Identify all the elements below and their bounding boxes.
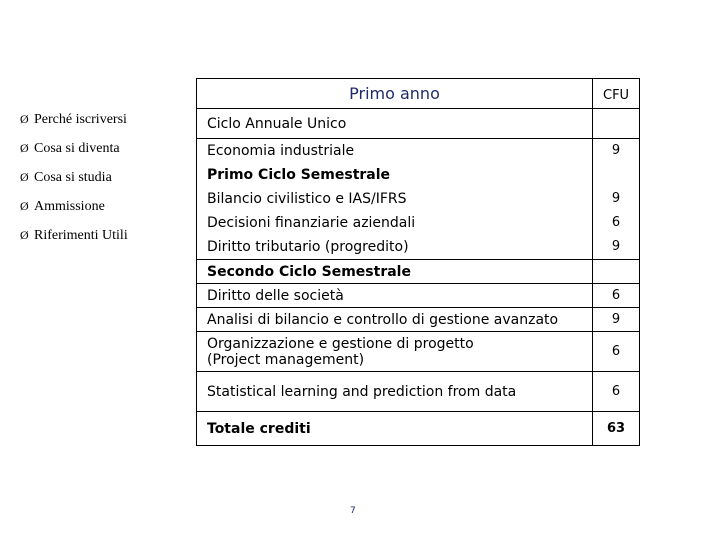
cfu-value: 9 [611, 191, 621, 206]
table-row [197, 260, 640, 284]
arrow-bullet-icon: Ø [20, 112, 29, 126]
total-value: 63 [593, 412, 640, 446]
arrow-bullet-icon: Ø [20, 199, 29, 213]
course-name: Diritto tributario (progredito) [207, 239, 409, 255]
cfu-value: 6 [611, 215, 621, 230]
nav-item-ammissione[interactable] [20, 199, 105, 215]
cfu-value: 9 [593, 308, 640, 332]
page-number: 7 [350, 506, 356, 516]
cfu-value: 9 [611, 239, 621, 254]
arrow-bullet-icon: Ø [20, 228, 29, 242]
course-name: Diritto delle società [197, 284, 593, 308]
cfu-value: 9 [611, 143, 621, 158]
nav-item-riferimenti-utili[interactable] [20, 228, 128, 244]
table-row [197, 372, 640, 412]
course-name: Organizzazione e gestione di progetto [207, 335, 474, 352]
course-name: Analisi di bilancio e controllo di gestione avanzato [197, 308, 593, 332]
curriculum-table [196, 78, 640, 446]
arrow-bullet-icon: Ø [20, 170, 29, 184]
course-block [197, 332, 593, 372]
nav-item-cosa-si-diventa[interactable] [20, 141, 120, 157]
cfu-value [603, 163, 629, 187]
header-cfu: CFU [593, 79, 640, 109]
course-name: Statistical learning and prediction from data [197, 372, 593, 412]
course-block [197, 139, 593, 260]
course-name-sub: (Project management) [207, 351, 365, 368]
table-row [197, 308, 640, 332]
cfu-cell [593, 109, 640, 139]
total-label: Totale crediti [197, 412, 593, 446]
course-name: Bilancio civilistico e IAS/IFRS [207, 191, 407, 207]
cfu-value: 6 [593, 332, 640, 372]
arrow-bullet-icon: Ø [20, 141, 29, 155]
cfu-value: 6 [593, 284, 640, 308]
table-header-row [197, 79, 640, 109]
nav-item-label: Cosa si studia [34, 170, 112, 185]
nav-item-cosa-si-studia[interactable] [20, 170, 112, 186]
cfu-cell [593, 260, 640, 284]
cfu-value: 6 [593, 372, 640, 412]
cfu-block [593, 139, 640, 260]
table-row [197, 139, 640, 260]
table-row [197, 332, 640, 372]
header-title: Primo anno [197, 79, 593, 109]
row-ciclo-annuale: Ciclo Annuale Unico [197, 109, 593, 139]
nav-item-perche-iscriversi[interactable] [20, 112, 127, 128]
nav-item-label: Riferimenti Utili [34, 228, 128, 243]
row-secondo-ciclo: Secondo Ciclo Semestrale [197, 260, 593, 284]
nav-item-label: Cosa si diventa [34, 141, 120, 156]
nav-item-label: Perché iscriversi [34, 112, 127, 127]
cycle-label: Primo Ciclo Semestrale [207, 167, 391, 183]
nav-item-label: Ammissione [34, 199, 105, 214]
course-name: Economia industriale [207, 143, 355, 159]
course-name: Decisioni finanziarie aziendali [207, 215, 416, 231]
table-row [197, 284, 640, 308]
total-row [197, 412, 640, 446]
table-row [197, 109, 640, 139]
